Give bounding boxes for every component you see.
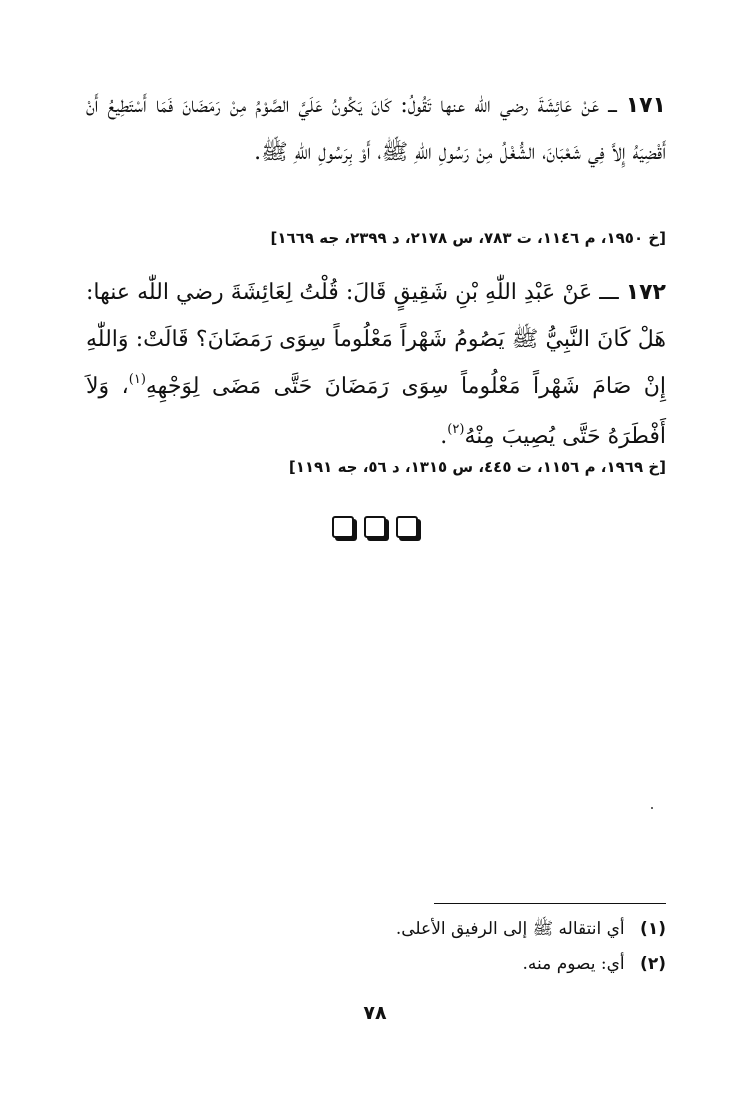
- footnote-1: [86, 915, 666, 943]
- footnote-mark-1: (١): [128, 372, 146, 387]
- footnote-mark-2: (٢): [447, 422, 465, 437]
- footnote-marker: (٢): [640, 954, 666, 974]
- page-number: ٧٨: [363, 1002, 387, 1024]
- footnote-divider: [434, 903, 666, 904]
- hadith-dash: ـــ: [599, 280, 619, 305]
- section-divider-ornament: [0, 516, 750, 538]
- hadith-dash: ـــ: [608, 93, 617, 118]
- scan-speck: [651, 807, 653, 809]
- hadith-text: عَنْ عَائِشَةَ رضي اللّٰه عنها تَقُولُ: كَانَ يَكُونُ عَلَيَّ الصَّوْمُ مِنْ رَمَضَانَ فَمَا أَسْتَطِيعُ أَنْ أَقْضِيَهُ إِلاَّ فِي شَعْبَانَ، الشُّغْلُ مِنْ رَسُولِ اللّٰهِ ﷺ، أَوْ بِرَسُولِ اللّٰهِ ﷺ.: [86, 93, 666, 165]
- hadith-text: عَنْ عَبْدِ اللّٰهِ بْنِ شَقِيقٍ قَالَ: قُلْتُ لِعَائِشَةَ رضي اللّٰه عنها: هَلْ كَانَ النَّبِيُّ ﷺ يَصُومُ شَهْراً مَعْلُوماً سِوَى رَمَضَانَ؟ قَالَتْ: وَاللّٰهِ إِنْ صَامَ شَهْراً مَعْلُوماً سِوَى رَمَضَانَ حَتَّى مَضَى لِوَجْهِهِ: [86, 280, 667, 399]
- square-ornament-icon: [396, 516, 418, 538]
- hadith-number: ١٧٢: [625, 280, 666, 305]
- hadith-text-end: .: [440, 424, 448, 449]
- hadith-172: [86, 269, 666, 463]
- footnote-text: أي انتقاله ﷺ إلى الرفيق الأعلى.: [395, 919, 625, 939]
- hadith-171: [86, 82, 666, 176]
- square-ornament-icon: [364, 516, 386, 538]
- footnote-marker: (١): [640, 919, 666, 939]
- footnote-2: [86, 950, 666, 978]
- hadith-number: ١٧١: [625, 93, 666, 118]
- hadith-reference: [خ ١٩٥٠، م ١١٤٦، ت ٧٨٣، س ٢١٧٨، د ٢٣٩٩، جه ١٦٦٩]: [270, 229, 666, 247]
- hadith-text-continued: ، وَلاَ أَفْطَرَهُ حَتَّى يُصِيبَ مِنْهُ: [86, 374, 666, 449]
- hadith-reference: [خ ١٩٦٩، م ١١٥٦، ت ٤٤٥، س ١٣١٥، د ٥٦، جه ١١٩١]: [288, 458, 666, 476]
- footnote-text: أي: يصوم منه.: [522, 954, 625, 974]
- square-ornament-icon: [332, 516, 354, 538]
